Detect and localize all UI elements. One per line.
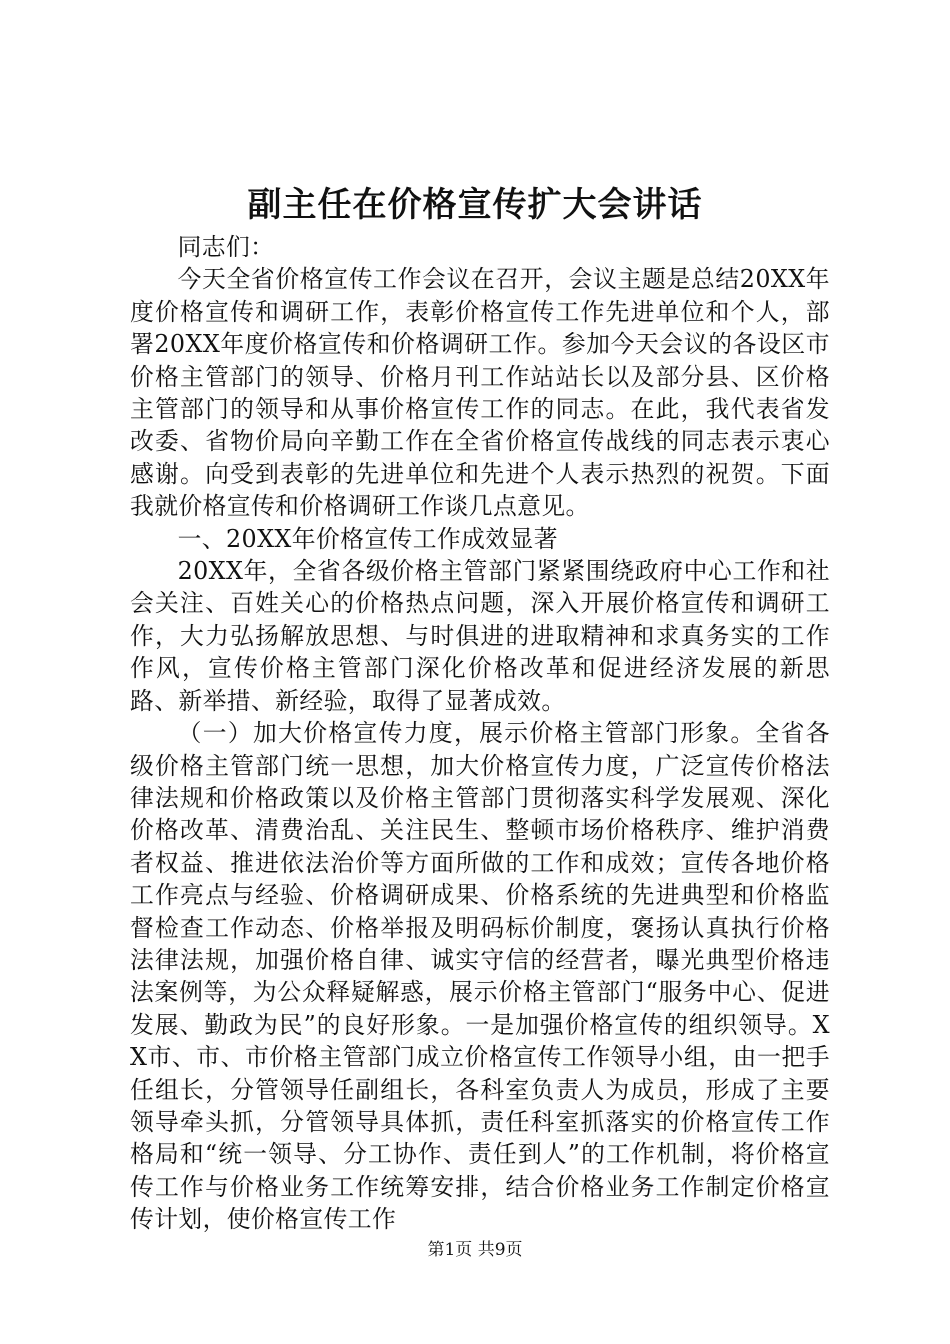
- document-body: [130, 231, 830, 1236]
- paragraph-intro: 今天全省价格宣传工作会议在召开，会议主题是总结20XX年度价格宣传和调研工作，表彰价格宣传工作先进单位和个人，部署20XX年度价格宣传和价格调研工作。参加今天会议的各设区市价格主管部门的领导、价格月刊工作站站长以及部分县、区价格主管部门的领导和从事价格宣传工作的同志。在此，我代表省发改委、省物价局向辛勤工作在全省价格宣传战线的同志表示衷心感谢。向受到表彰的先进单位和先进个人表示热烈的祝贺。下面我就价格宣传和价格调研工作谈几点意见。: [130, 265, 830, 521]
- salutation: 同志们：: [177, 233, 275, 261]
- paragraph-section-1: 20XX年，全省各级价格主管部门紧紧围绕政府中心工作和社会关注、百姓关心的价格热点问题，深入开展价格宣传和调研工作，大力弘扬解放思想、与时俱进的进取精神和求真务实的工作作风，宣传价格主管部门深化价格改革和促进经济发展的新思路、新举措、新经验，取得了显著成效。: [130, 557, 830, 715]
- page-number-footer: 第1页 共9页: [427, 1240, 523, 1260]
- document-title: 副主任在价格宣传扩大会讲话: [247, 185, 703, 225]
- paragraph-subsection-1: （一）加大价格宣传力度，展示价格主管部门形象。全省各级价格主管部门统一思想，加大价格宣传力度，广泛宣传价格法律法规和价格政策以及价格主管部门贯彻落实科学发展观、深化价格改革、清费治乱、关注民生、整顿市场价格秩序、维护消费者权益、推进依法治价等方面所做的工作和成效；宣传各地价格工作亮点与经验、价格调研成果、价格系统的先进典型和价格监督检查工作动态、价格举报及明码标价制度，褒扬认真执行价格法律法规，加强价格自律、诚实守信的经营者，曝光典型价格违法案例等，为公众释疑解惑，展示价格主管部门“服务中心、促进发展、勤政为民”的良好形象。一是加强价格宣传的组织领导。XX市、市、市价格主管部门成立价格宣传工作领导小组，由一把手任组长，分管领导任副组长，各科室负责人为成员，形成了主要领导牵头抓，分管领导具体抓，责任科室抓落实的价格宣传工作格局和“统一领导、分工协作、责任到人”的工作机制，将价格宣传工作与价格业务工作统筹安排，结合价格业务工作制定价格宣传计划，使价格宣传工作: [130, 719, 830, 1234]
- section-heading-1: 一、20XX年价格宣传工作成效显著: [177, 524, 558, 553]
